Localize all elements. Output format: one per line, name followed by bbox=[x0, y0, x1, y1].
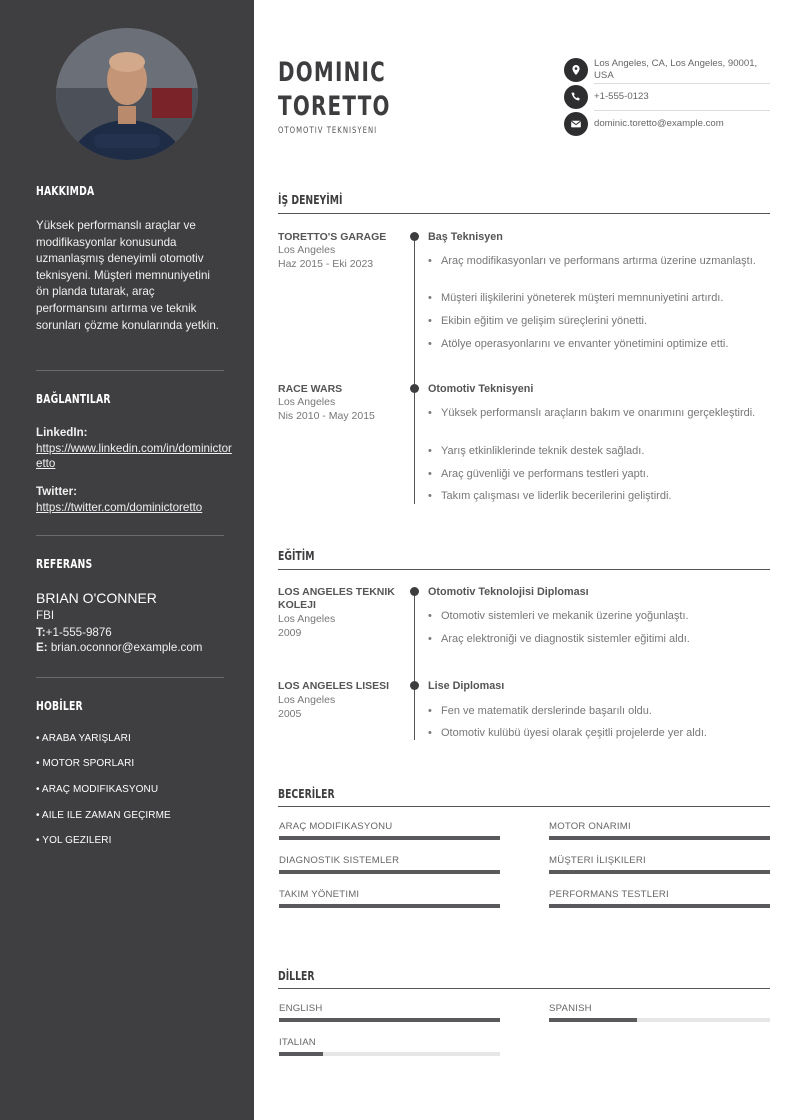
education-bullet: • Fen ve matematik derslerinde başarılı oldu. bbox=[428, 704, 758, 719]
divider bbox=[594, 83, 770, 84]
experience-dates: Haz 2015 - Eki 2023 bbox=[278, 258, 374, 270]
links-heading: BAĞLANTILAR bbox=[36, 392, 111, 406]
experience-bullet: • Takım çalışması ve liderlik becerilerini geliştirdi. bbox=[428, 489, 758, 504]
timeline-dot bbox=[410, 232, 419, 241]
skill-label: MÜŞTERI İLIŞKILERI bbox=[549, 855, 646, 866]
skill-label: PERFORMANS TESTLERI bbox=[549, 889, 669, 900]
experience-role: Baş Teknisyen bbox=[428, 231, 503, 243]
education-bullet: • Otomotiv sistemleri ve mekanik üzerine yoğunlaştı. bbox=[428, 609, 758, 624]
skill-bar bbox=[279, 836, 500, 840]
education-bullet: • Araç elektroniği ve diagnostik sistemler eğitimi aldı. bbox=[428, 632, 758, 647]
skill-bar-fill bbox=[549, 870, 770, 874]
language-bar bbox=[549, 1018, 770, 1022]
education-heading: EĞİTİM bbox=[278, 549, 315, 563]
skills-heading: BECERİLER bbox=[278, 787, 335, 801]
profile-photo bbox=[56, 28, 198, 160]
first-name: DOMINIC bbox=[278, 57, 387, 88]
divider bbox=[594, 110, 770, 111]
timeline-dot bbox=[410, 681, 419, 690]
skill-bar-fill bbox=[549, 904, 770, 908]
reference-phone-value: +1-555-9876 bbox=[45, 626, 112, 639]
education-timeline bbox=[414, 590, 415, 740]
section-rule bbox=[278, 569, 770, 570]
language-label: ENGLISH bbox=[279, 1003, 323, 1014]
skill-bar bbox=[279, 904, 500, 908]
language-bar-fill bbox=[279, 1052, 323, 1056]
hobby-item: • MOTOR SPORLARI bbox=[36, 758, 135, 769]
full-name bbox=[278, 56, 391, 124]
experience-dates: Nis 2010 - May 2015 bbox=[278, 410, 375, 422]
timeline-dot bbox=[410, 587, 419, 596]
reference-email-label: E: bbox=[36, 641, 48, 654]
education-degree: Lise Diploması bbox=[428, 680, 505, 692]
experience-timeline bbox=[414, 235, 415, 504]
linkedin-label: LinkedIn: bbox=[36, 426, 88, 439]
education-bullet: • Otomotiv kulübü üyesi olarak çeşitli projelerde yer aldı. bbox=[428, 726, 758, 741]
experience-bullet: • Yarış etkinliklerinde teknik destek sağladı. bbox=[428, 444, 758, 459]
education-degree: Otomotiv Teknolojisi Diploması bbox=[428, 586, 589, 598]
contact-email bbox=[564, 112, 770, 136]
contact-phone bbox=[564, 85, 770, 109]
hobby-item: • YOL GEZILERI bbox=[36, 835, 112, 846]
section-rule bbox=[278, 806, 770, 807]
skill-label: ARAÇ MODIFIKASYONU bbox=[279, 821, 393, 832]
skill-label: MOTOR ONARIMI bbox=[549, 821, 631, 832]
skill-bar-fill bbox=[279, 904, 500, 908]
skill-label: TAKIM YÖNETIMI bbox=[279, 889, 360, 900]
divider bbox=[36, 535, 224, 536]
language-bar-fill bbox=[549, 1018, 637, 1022]
location-pin-icon bbox=[564, 58, 588, 82]
divider bbox=[36, 677, 224, 678]
sidebar bbox=[0, 0, 254, 1120]
skill-bar-fill bbox=[279, 836, 500, 840]
education-org: LOS ANGELES LISESI bbox=[278, 680, 390, 692]
job-title: OTOMOTIV TEKNISYENI bbox=[278, 126, 378, 136]
twitter-link[interactable]: https://twitter.com/dominictoretto bbox=[36, 500, 203, 514]
experience-org: TORETTO'S GARAGE bbox=[278, 231, 387, 243]
about-text: Yüksek performanslı araçlar ve modifikasyonlar konusunda uzmanlaşmış deneyimli otomotiv teknisyeni. Müşteri memnuniyetini ön planda tutarak, araç performansını artırma ve teknik sorunları çözme konularında yetkin. bbox=[36, 219, 220, 332]
phone-icon bbox=[564, 85, 588, 109]
last-name: TORETTO bbox=[278, 91, 391, 122]
experience-bullet: • Ekibin eğitim ve gelişim süreçlerini yönetti. bbox=[428, 314, 758, 329]
skill-bar bbox=[549, 904, 770, 908]
skill-bar bbox=[279, 870, 500, 874]
language-bar bbox=[279, 1052, 500, 1056]
experience-heading: İŞ DENEYİMİ bbox=[278, 193, 343, 207]
reference-email-value: brian.oconnor@example.com bbox=[50, 641, 203, 654]
reference-phone-label: T: bbox=[36, 626, 46, 639]
language-label: ITALIAN bbox=[279, 1037, 316, 1048]
hobby-item: • ARAÇ MODIFIKASYONU bbox=[36, 784, 159, 795]
divider bbox=[36, 370, 224, 371]
education-org: LOS ANGELES TEKNIK KOLEJI bbox=[278, 586, 395, 611]
experience-bullet: • Atölye operasyonlarını ve envanter yönetimini optimize etti. bbox=[428, 337, 758, 352]
hobbies-heading: HOBİLER bbox=[36, 699, 83, 713]
experience-bullet: • Araç güvenliği ve performans testleri yaptı. bbox=[428, 467, 758, 482]
section-rule bbox=[278, 213, 770, 214]
timeline-dot bbox=[410, 384, 419, 393]
education-location: Los Angeles bbox=[278, 694, 336, 706]
contact-address bbox=[564, 58, 770, 82]
skill-bar-fill bbox=[279, 870, 500, 874]
hobby-item: • ARABA YARIŞLARI bbox=[36, 733, 131, 744]
linkedin-link[interactable]: https://www.linkedin.com/in/dominictoretto bbox=[36, 441, 232, 470]
twitter-link-block bbox=[36, 484, 236, 515]
reference-phone bbox=[36, 626, 112, 639]
person-photo-icon bbox=[56, 28, 198, 160]
language-bar-fill bbox=[279, 1018, 500, 1022]
skill-bar bbox=[549, 836, 770, 840]
reference-company: FBI bbox=[36, 609, 55, 622]
hobby-item: • AILE ILE ZAMAN GEÇIRME bbox=[36, 810, 171, 821]
education-dates: 2009 bbox=[278, 627, 302, 639]
address-text: Los Angeles, CA, Los Angeles, 90001, USA bbox=[594, 58, 758, 81]
experience-bullet: • Müşteri ilişkilerini yöneterek müşteri memnuniyetini artırdı. bbox=[428, 291, 758, 306]
experience-location: Los Angeles bbox=[278, 396, 336, 408]
twitter-label: Twitter: bbox=[36, 485, 78, 498]
language-bar bbox=[279, 1018, 500, 1022]
reference-heading: REFERANS bbox=[36, 557, 93, 571]
experience-bullet: • Araç modifikasyonları ve performans artırma üzerine uzmanlaştı. bbox=[428, 254, 758, 269]
skill-bar bbox=[549, 870, 770, 874]
section-rule bbox=[278, 988, 770, 989]
experience-location: Los Angeles bbox=[278, 244, 336, 256]
phone-text: +1-555-0123 bbox=[594, 91, 649, 102]
experience-role: Otomotiv Teknisyeni bbox=[428, 383, 534, 395]
education-location: Los Angeles bbox=[278, 613, 336, 625]
skill-bar-fill bbox=[549, 836, 770, 840]
linkedin-link-block bbox=[36, 425, 236, 472]
reference-email bbox=[36, 641, 202, 654]
skill-label: DIAGNOSTIK SISTEMLER bbox=[279, 855, 400, 866]
languages-heading: DİLLER bbox=[278, 969, 315, 983]
about-heading: HAKKIMDA bbox=[36, 184, 95, 198]
reference-name: BRIAN O'CONNER bbox=[36, 590, 157, 606]
language-label: SPANISH bbox=[549, 1003, 592, 1014]
experience-bullet: • Yüksek performanslı araçların bakım ve onarımını gerçekleştirdi. bbox=[428, 406, 758, 421]
experience-org: RACE WARS bbox=[278, 383, 343, 395]
email-text[interactable]: dominic.toretto@example.com bbox=[594, 118, 724, 129]
envelope-icon bbox=[564, 112, 588, 136]
education-dates: 2005 bbox=[278, 708, 302, 720]
